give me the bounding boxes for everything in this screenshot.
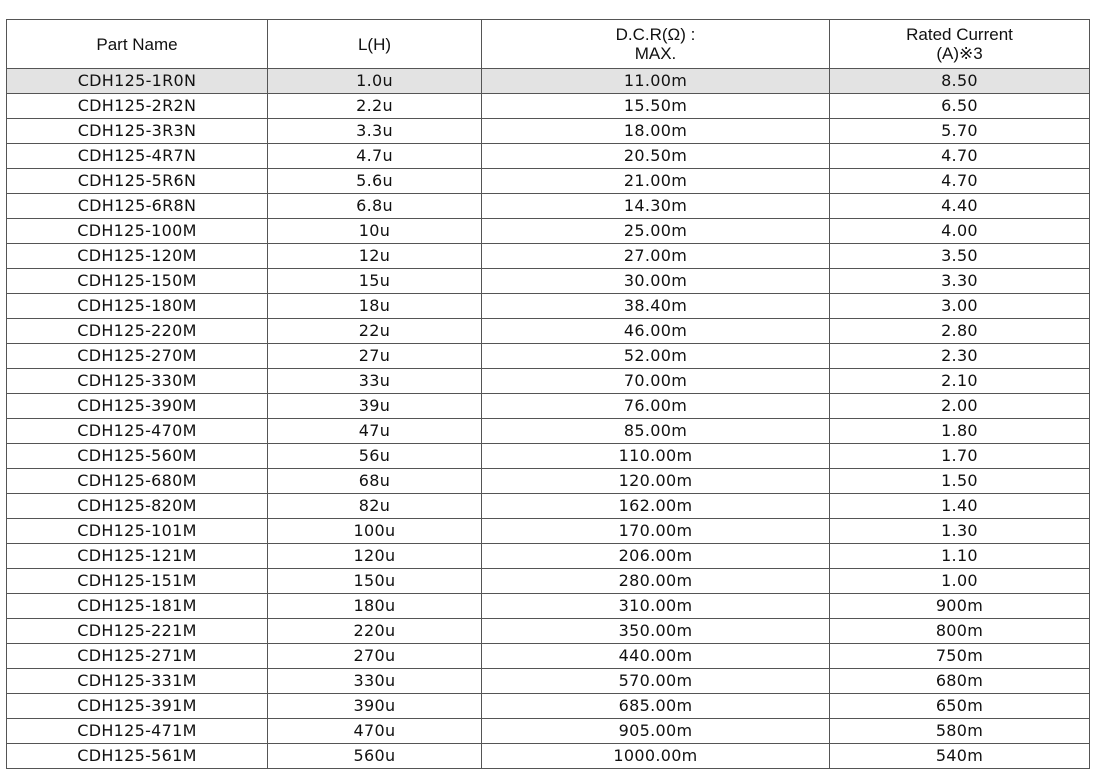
part-name-cell: CDH125-121M bbox=[7, 544, 268, 569]
table-row bbox=[7, 144, 1090, 169]
rated-current-cell: 2.00 bbox=[830, 394, 1090, 419]
table-row bbox=[7, 244, 1090, 269]
rated-current-cell: 4.00 bbox=[830, 219, 1090, 244]
dcr-cell: 27.00m bbox=[482, 244, 830, 269]
part-name-cell: CDH125-181M bbox=[7, 594, 268, 619]
rated-current-cell: 4.40 bbox=[830, 194, 1090, 219]
rated-current-cell: 540m bbox=[830, 744, 1090, 769]
header-row bbox=[7, 20, 1090, 69]
part-name-cell: CDH125-331M bbox=[7, 669, 268, 694]
table-row bbox=[7, 194, 1090, 219]
header-part-name bbox=[7, 20, 268, 69]
dcr-cell: 685.00m bbox=[482, 694, 830, 719]
dcr-cell: 170.00m bbox=[482, 519, 830, 544]
part-name-cell: CDH125-271M bbox=[7, 644, 268, 669]
dcr-cell: 162.00m bbox=[482, 494, 830, 519]
inductance-cell: 22u bbox=[268, 319, 482, 344]
inductance-cell: 18u bbox=[268, 294, 482, 319]
part-name-cell: CDH125-5R6N bbox=[7, 169, 268, 194]
rated-current-cell: 2.30 bbox=[830, 344, 1090, 369]
part-name-cell: CDH125-150M bbox=[7, 269, 268, 294]
table-row bbox=[7, 394, 1090, 419]
inductance-cell: 560u bbox=[268, 744, 482, 769]
table-row bbox=[7, 694, 1090, 719]
inductance-cell: 6.8u bbox=[268, 194, 482, 219]
dcr-cell: 14.30m bbox=[482, 194, 830, 219]
rated-current-cell: 6.50 bbox=[830, 94, 1090, 119]
dcr-cell: 11.00m bbox=[482, 69, 830, 94]
header-inductance bbox=[268, 20, 482, 69]
inductance-cell: 180u bbox=[268, 594, 482, 619]
part-name-cell: CDH125-4R7N bbox=[7, 144, 268, 169]
part-name-cell: CDH125-120M bbox=[7, 244, 268, 269]
inductance-cell: 5.6u bbox=[268, 169, 482, 194]
part-name-cell: CDH125-270M bbox=[7, 344, 268, 369]
header-dcr bbox=[482, 20, 830, 69]
header-dcr-line1: D.C.R(Ω) : bbox=[615, 25, 696, 44]
inductance-cell: 47u bbox=[268, 419, 482, 444]
part-name-cell: CDH125-471M bbox=[7, 719, 268, 744]
dcr-cell: 570.00m bbox=[482, 669, 830, 694]
dcr-cell: 52.00m bbox=[482, 344, 830, 369]
table-row bbox=[7, 344, 1090, 369]
dcr-cell: 440.00m bbox=[482, 644, 830, 669]
part-name-cell: CDH125-221M bbox=[7, 619, 268, 644]
inductance-cell: 120u bbox=[268, 544, 482, 569]
rated-current-cell: 1.10 bbox=[830, 544, 1090, 569]
rated-current-cell: 8.50 bbox=[830, 69, 1090, 94]
part-name-cell: CDH125-3R3N bbox=[7, 119, 268, 144]
rated-current-cell: 750m bbox=[830, 644, 1090, 669]
table-row bbox=[7, 219, 1090, 244]
part-name-cell: CDH125-180M bbox=[7, 294, 268, 319]
rated-current-cell: 3.50 bbox=[830, 244, 1090, 269]
dcr-cell: 206.00m bbox=[482, 544, 830, 569]
dcr-cell: 21.00m bbox=[482, 169, 830, 194]
inductance-cell: 1.0u bbox=[268, 69, 482, 94]
inductance-cell: 470u bbox=[268, 719, 482, 744]
inductance-cell: 27u bbox=[268, 344, 482, 369]
table-row bbox=[7, 719, 1090, 744]
table-row bbox=[7, 544, 1090, 569]
part-name-cell: CDH125-1R0N bbox=[7, 69, 268, 94]
part-name-cell: CDH125-390M bbox=[7, 394, 268, 419]
table-row bbox=[7, 744, 1090, 769]
rated-current-cell: 900m bbox=[830, 594, 1090, 619]
table-row bbox=[7, 419, 1090, 444]
inductance-cell: 82u bbox=[268, 494, 482, 519]
table-row bbox=[7, 644, 1090, 669]
table-row bbox=[7, 469, 1090, 494]
table-header bbox=[7, 20, 1090, 69]
inductance-cell: 2.2u bbox=[268, 94, 482, 119]
inductance-cell: 4.7u bbox=[268, 144, 482, 169]
rated-current-cell: 4.70 bbox=[830, 169, 1090, 194]
rated-current-cell: 4.70 bbox=[830, 144, 1090, 169]
dcr-cell: 38.40m bbox=[482, 294, 830, 319]
header-inductance-label: L(H) bbox=[357, 34, 392, 54]
rated-current-cell: 1.70 bbox=[830, 444, 1090, 469]
rated-current-cell: 1.40 bbox=[830, 494, 1090, 519]
dcr-cell: 18.00m bbox=[482, 119, 830, 144]
part-name-cell: CDH125-820M bbox=[7, 494, 268, 519]
table-row bbox=[7, 319, 1090, 344]
part-name-cell: CDH125-680M bbox=[7, 469, 268, 494]
part-name-cell: CDH125-2R2N bbox=[7, 94, 268, 119]
dcr-cell: 120.00m bbox=[482, 469, 830, 494]
inductance-cell: 12u bbox=[268, 244, 482, 269]
spec-table-container bbox=[6, 19, 1089, 769]
header-current-line1: Rated Current bbox=[906, 25, 1013, 44]
part-name-cell: CDH125-220M bbox=[7, 319, 268, 344]
rated-current-cell: 580m bbox=[830, 719, 1090, 744]
dcr-cell: 1000.00m bbox=[482, 744, 830, 769]
rated-current-cell: 2.80 bbox=[830, 319, 1090, 344]
dcr-cell: 350.00m bbox=[482, 619, 830, 644]
rated-current-cell: 800m bbox=[830, 619, 1090, 644]
table-row bbox=[7, 619, 1090, 644]
part-name-cell: CDH125-100M bbox=[7, 219, 268, 244]
header-dcr-line2: MAX. bbox=[634, 44, 677, 63]
dcr-cell: 110.00m bbox=[482, 444, 830, 469]
header-current-line2: (A)※3 bbox=[936, 44, 983, 63]
dcr-cell: 20.50m bbox=[482, 144, 830, 169]
rated-current-cell: 680m bbox=[830, 669, 1090, 694]
header-part-name-label: Part Name bbox=[96, 34, 178, 54]
table-row bbox=[7, 94, 1090, 119]
table-row bbox=[7, 494, 1090, 519]
inductance-cell: 15u bbox=[268, 269, 482, 294]
table-row bbox=[7, 169, 1090, 194]
table-row bbox=[7, 569, 1090, 594]
inductance-cell: 3.3u bbox=[268, 119, 482, 144]
table-row bbox=[7, 669, 1090, 694]
part-name-cell: CDH125-151M bbox=[7, 569, 268, 594]
table-row bbox=[7, 444, 1090, 469]
inductance-cell: 330u bbox=[268, 669, 482, 694]
table-row bbox=[7, 119, 1090, 144]
dcr-cell: 15.50m bbox=[482, 94, 830, 119]
part-name-cell: CDH125-101M bbox=[7, 519, 268, 544]
dcr-cell: 30.00m bbox=[482, 269, 830, 294]
dcr-cell: 310.00m bbox=[482, 594, 830, 619]
part-name-cell: CDH125-470M bbox=[7, 419, 268, 444]
inductance-cell: 33u bbox=[268, 369, 482, 394]
inductance-cell: 10u bbox=[268, 219, 482, 244]
table-row bbox=[7, 69, 1090, 94]
dcr-cell: 46.00m bbox=[482, 319, 830, 344]
inductance-cell: 68u bbox=[268, 469, 482, 494]
rated-current-cell: 3.00 bbox=[830, 294, 1090, 319]
part-name-cell: CDH125-561M bbox=[7, 744, 268, 769]
part-name-cell: CDH125-560M bbox=[7, 444, 268, 469]
part-name-cell: CDH125-391M bbox=[7, 694, 268, 719]
dcr-cell: 70.00m bbox=[482, 369, 830, 394]
inductance-cell: 220u bbox=[268, 619, 482, 644]
table-row bbox=[7, 269, 1090, 294]
header-rated-current bbox=[830, 20, 1090, 69]
table-row bbox=[7, 369, 1090, 394]
rated-current-cell: 1.80 bbox=[830, 419, 1090, 444]
inductor-spec-table bbox=[6, 19, 1090, 769]
table-row bbox=[7, 594, 1090, 619]
part-name-cell: CDH125-6R8N bbox=[7, 194, 268, 219]
rated-current-cell: 1.50 bbox=[830, 469, 1090, 494]
inductance-cell: 100u bbox=[268, 519, 482, 544]
rated-current-cell: 3.30 bbox=[830, 269, 1090, 294]
dcr-cell: 25.00m bbox=[482, 219, 830, 244]
table-body bbox=[7, 69, 1090, 769]
dcr-cell: 280.00m bbox=[482, 569, 830, 594]
dcr-cell: 85.00m bbox=[482, 419, 830, 444]
rated-current-cell: 5.70 bbox=[830, 119, 1090, 144]
inductance-cell: 270u bbox=[268, 644, 482, 669]
table-row bbox=[7, 294, 1090, 319]
inductance-cell: 150u bbox=[268, 569, 482, 594]
dcr-cell: 905.00m bbox=[482, 719, 830, 744]
inductance-cell: 39u bbox=[268, 394, 482, 419]
part-name-cell: CDH125-330M bbox=[7, 369, 268, 394]
inductance-cell: 56u bbox=[268, 444, 482, 469]
rated-current-cell: 1.00 bbox=[830, 569, 1090, 594]
table-row bbox=[7, 519, 1090, 544]
rated-current-cell: 2.10 bbox=[830, 369, 1090, 394]
rated-current-cell: 1.30 bbox=[830, 519, 1090, 544]
inductance-cell: 390u bbox=[268, 694, 482, 719]
rated-current-cell: 650m bbox=[830, 694, 1090, 719]
dcr-cell: 76.00m bbox=[482, 394, 830, 419]
